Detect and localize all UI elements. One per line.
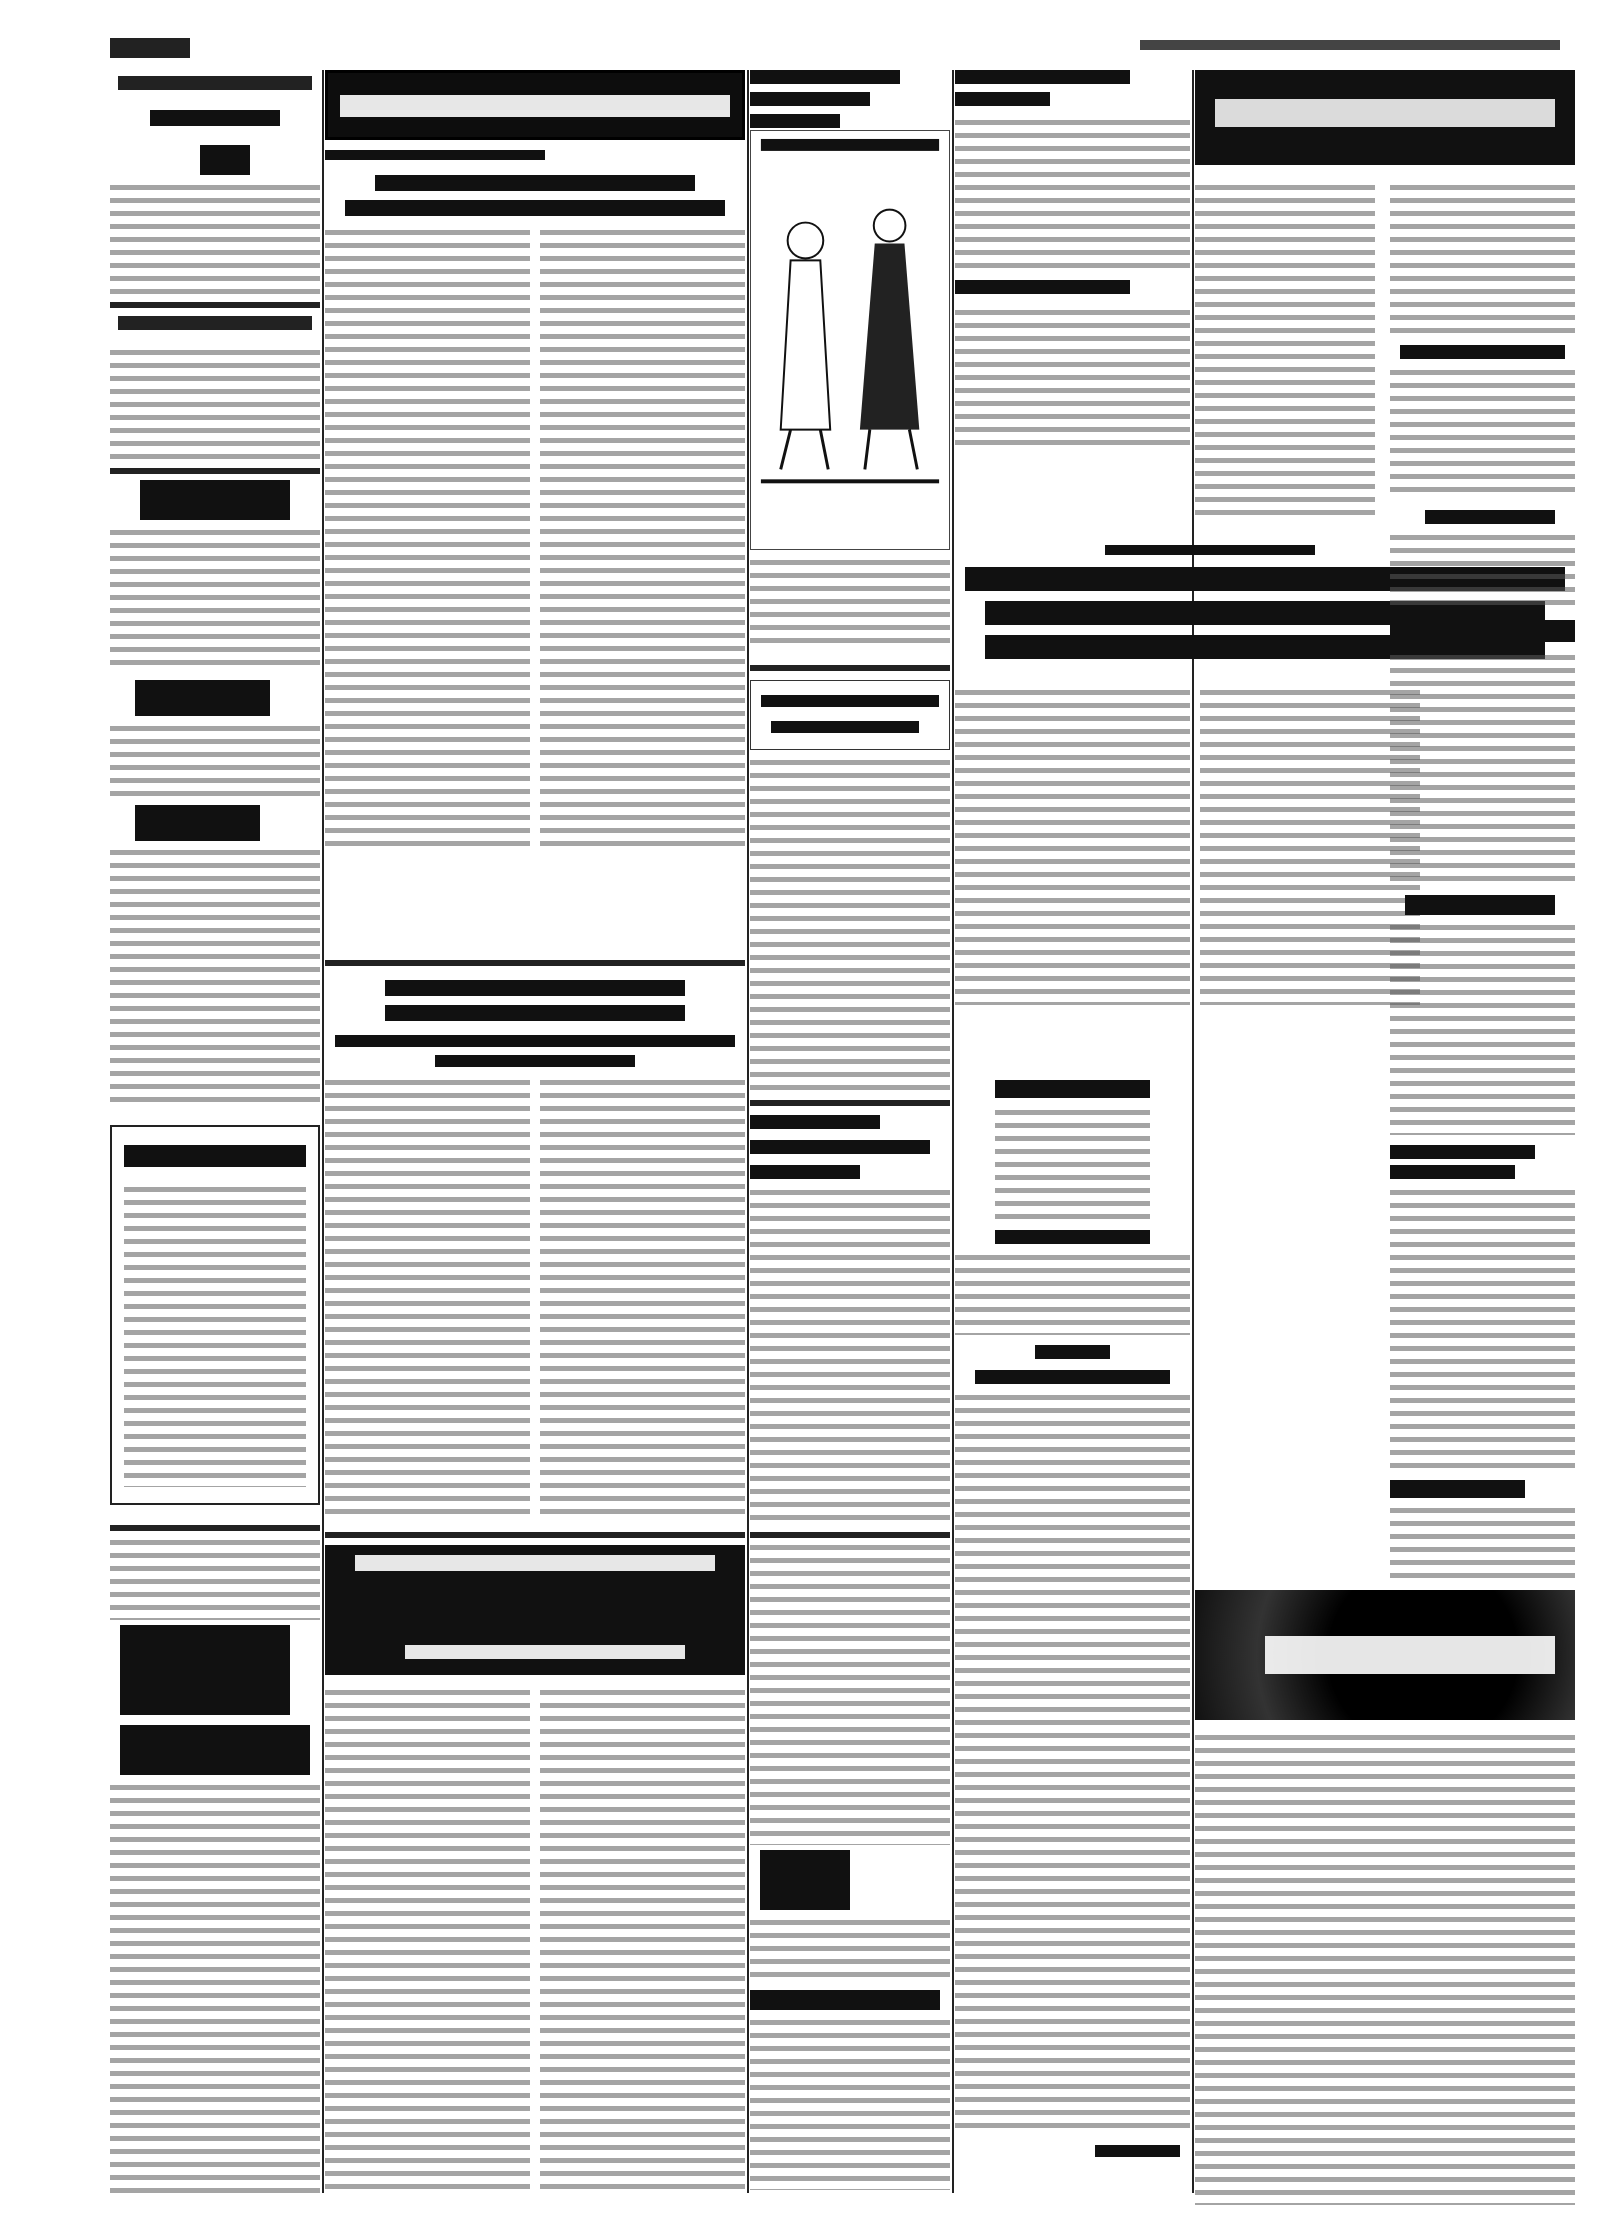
- church-text: [1390, 370, 1575, 500]
- fashion-heading-1: [750, 1115, 880, 1129]
- social-text-right: [1390, 185, 1575, 335]
- headline-line-1: [375, 175, 695, 191]
- brief-heading-3: [750, 114, 840, 128]
- auction-column: [955, 1080, 1190, 2190]
- solidarity-heading-2: [1390, 1165, 1515, 1179]
- brief-heading-2: [750, 92, 870, 106]
- page-header: [0, 30, 1600, 70]
- history-logo: [140, 480, 290, 520]
- column-2: [325, 70, 745, 2193]
- calendar-heading: [110, 70, 320, 98]
- column-rule: [747, 70, 749, 2193]
- signature: [1095, 2145, 1180, 2157]
- mourning-text: [1390, 655, 1575, 885]
- section-rule: [325, 960, 745, 966]
- tomorrow-heading: [110, 310, 320, 338]
- social-text-left: [1195, 185, 1375, 515]
- cinema-listing-2: [110, 1785, 320, 2195]
- horoscope-banner: [1195, 1590, 1575, 1720]
- auction-subheading-3: [975, 1370, 1170, 1384]
- imprint-text: [124, 1187, 306, 1487]
- headline-2-line-1: [385, 980, 685, 996]
- brief-heading-1: [750, 70, 900, 84]
- auction-subheading-2: [1035, 1345, 1110, 1359]
- kicker: [325, 150, 545, 160]
- column-1: [110, 70, 320, 2193]
- column-rule: [952, 70, 954, 2193]
- column-rule: [322, 70, 324, 2193]
- anecdote-text: [110, 850, 320, 1105]
- column-5: [1195, 70, 1575, 2193]
- cinema-listing-1: [110, 1540, 320, 1620]
- section-rule: [110, 1525, 320, 1531]
- selection-logo: [135, 680, 270, 716]
- header-left-mark: [110, 38, 190, 58]
- news-heading-1: [955, 70, 1130, 84]
- solidarity-text: [1390, 1190, 1575, 1470]
- news-text-2: [955, 310, 1190, 450]
- auction-text-2: [955, 1395, 1190, 2135]
- fashion-text: [750, 1190, 950, 1520]
- article-2-text-right: [540, 1080, 745, 1520]
- reception-text: [750, 760, 950, 1090]
- headline-2-line-2: [385, 1005, 685, 1021]
- auction-dates: [995, 1110, 1150, 1220]
- solidarity-heading-1: [1390, 1145, 1535, 1159]
- programme-text-right: [540, 1690, 745, 2190]
- history-text: [110, 530, 320, 670]
- tomorrow-text: [110, 350, 320, 460]
- casino-text: [750, 1920, 950, 1980]
- fashion-heading-2: [750, 1140, 930, 1154]
- column-3: [750, 70, 950, 2193]
- assembly-text-left: [955, 690, 1190, 1005]
- theatre-listing: [750, 1545, 950, 1845]
- section-rule: [110, 468, 320, 474]
- selection-text: [110, 726, 320, 796]
- news-heading-2: [955, 92, 1050, 106]
- section-rule: [750, 665, 950, 671]
- horoscope-text: [1195, 1735, 1575, 2205]
- section-rule: [325, 1532, 745, 1538]
- mourning-heading: [1390, 620, 1575, 642]
- column-masthead: [325, 70, 745, 140]
- classifieds-heading: [1390, 1480, 1525, 1498]
- article-text-right: [540, 230, 745, 850]
- subhead-line-1: [335, 1035, 735, 1047]
- anecdote-logo: [135, 805, 260, 841]
- headline-line-2: [345, 200, 725, 216]
- calendar-text: [110, 185, 320, 295]
- date-number: [200, 145, 250, 175]
- imprint-title: [124, 1145, 306, 1167]
- auction-subheading: [995, 1230, 1150, 1244]
- social-life-banner: [1195, 70, 1575, 165]
- memorial-text: [1390, 925, 1575, 1135]
- programme-text-left: [325, 1690, 530, 2190]
- day-label: [150, 110, 280, 126]
- news-heading-3: [955, 280, 1130, 294]
- subhead-line-2: [435, 1055, 635, 1067]
- article-text-left: [325, 230, 530, 850]
- centres-text: [750, 2020, 950, 2190]
- reception-heading-box: [750, 680, 950, 750]
- column-rule: [1192, 70, 1194, 2193]
- programme-banner: [325, 1545, 745, 1675]
- cartoon: [750, 130, 950, 550]
- imprint-box: [110, 1125, 320, 1505]
- centres-heading: [750, 1990, 940, 2010]
- news-text-1: [955, 120, 1190, 270]
- article-2-text-left: [325, 1080, 530, 1520]
- cartoon-drawing: [751, 131, 949, 549]
- church-heading: [1400, 345, 1565, 359]
- casino-image: [760, 1850, 850, 1910]
- engagement-text: [1390, 535, 1575, 605]
- auction-heading: [995, 1080, 1150, 1098]
- section-rule: [750, 1100, 950, 1106]
- engagement-heading: [1425, 510, 1555, 524]
- header-right-line: [1140, 40, 1560, 50]
- memorial-heading: [1405, 895, 1555, 915]
- distributor-logo: [120, 1725, 310, 1775]
- cartoon-caption: [750, 560, 950, 650]
- film-poster: [120, 1625, 290, 1715]
- section-rule: [110, 302, 320, 308]
- auction-text-1: [955, 1255, 1190, 1335]
- classifieds-text: [1390, 1508, 1575, 1578]
- section-rule: [750, 1532, 950, 1538]
- fashion-heading-3: [750, 1165, 860, 1179]
